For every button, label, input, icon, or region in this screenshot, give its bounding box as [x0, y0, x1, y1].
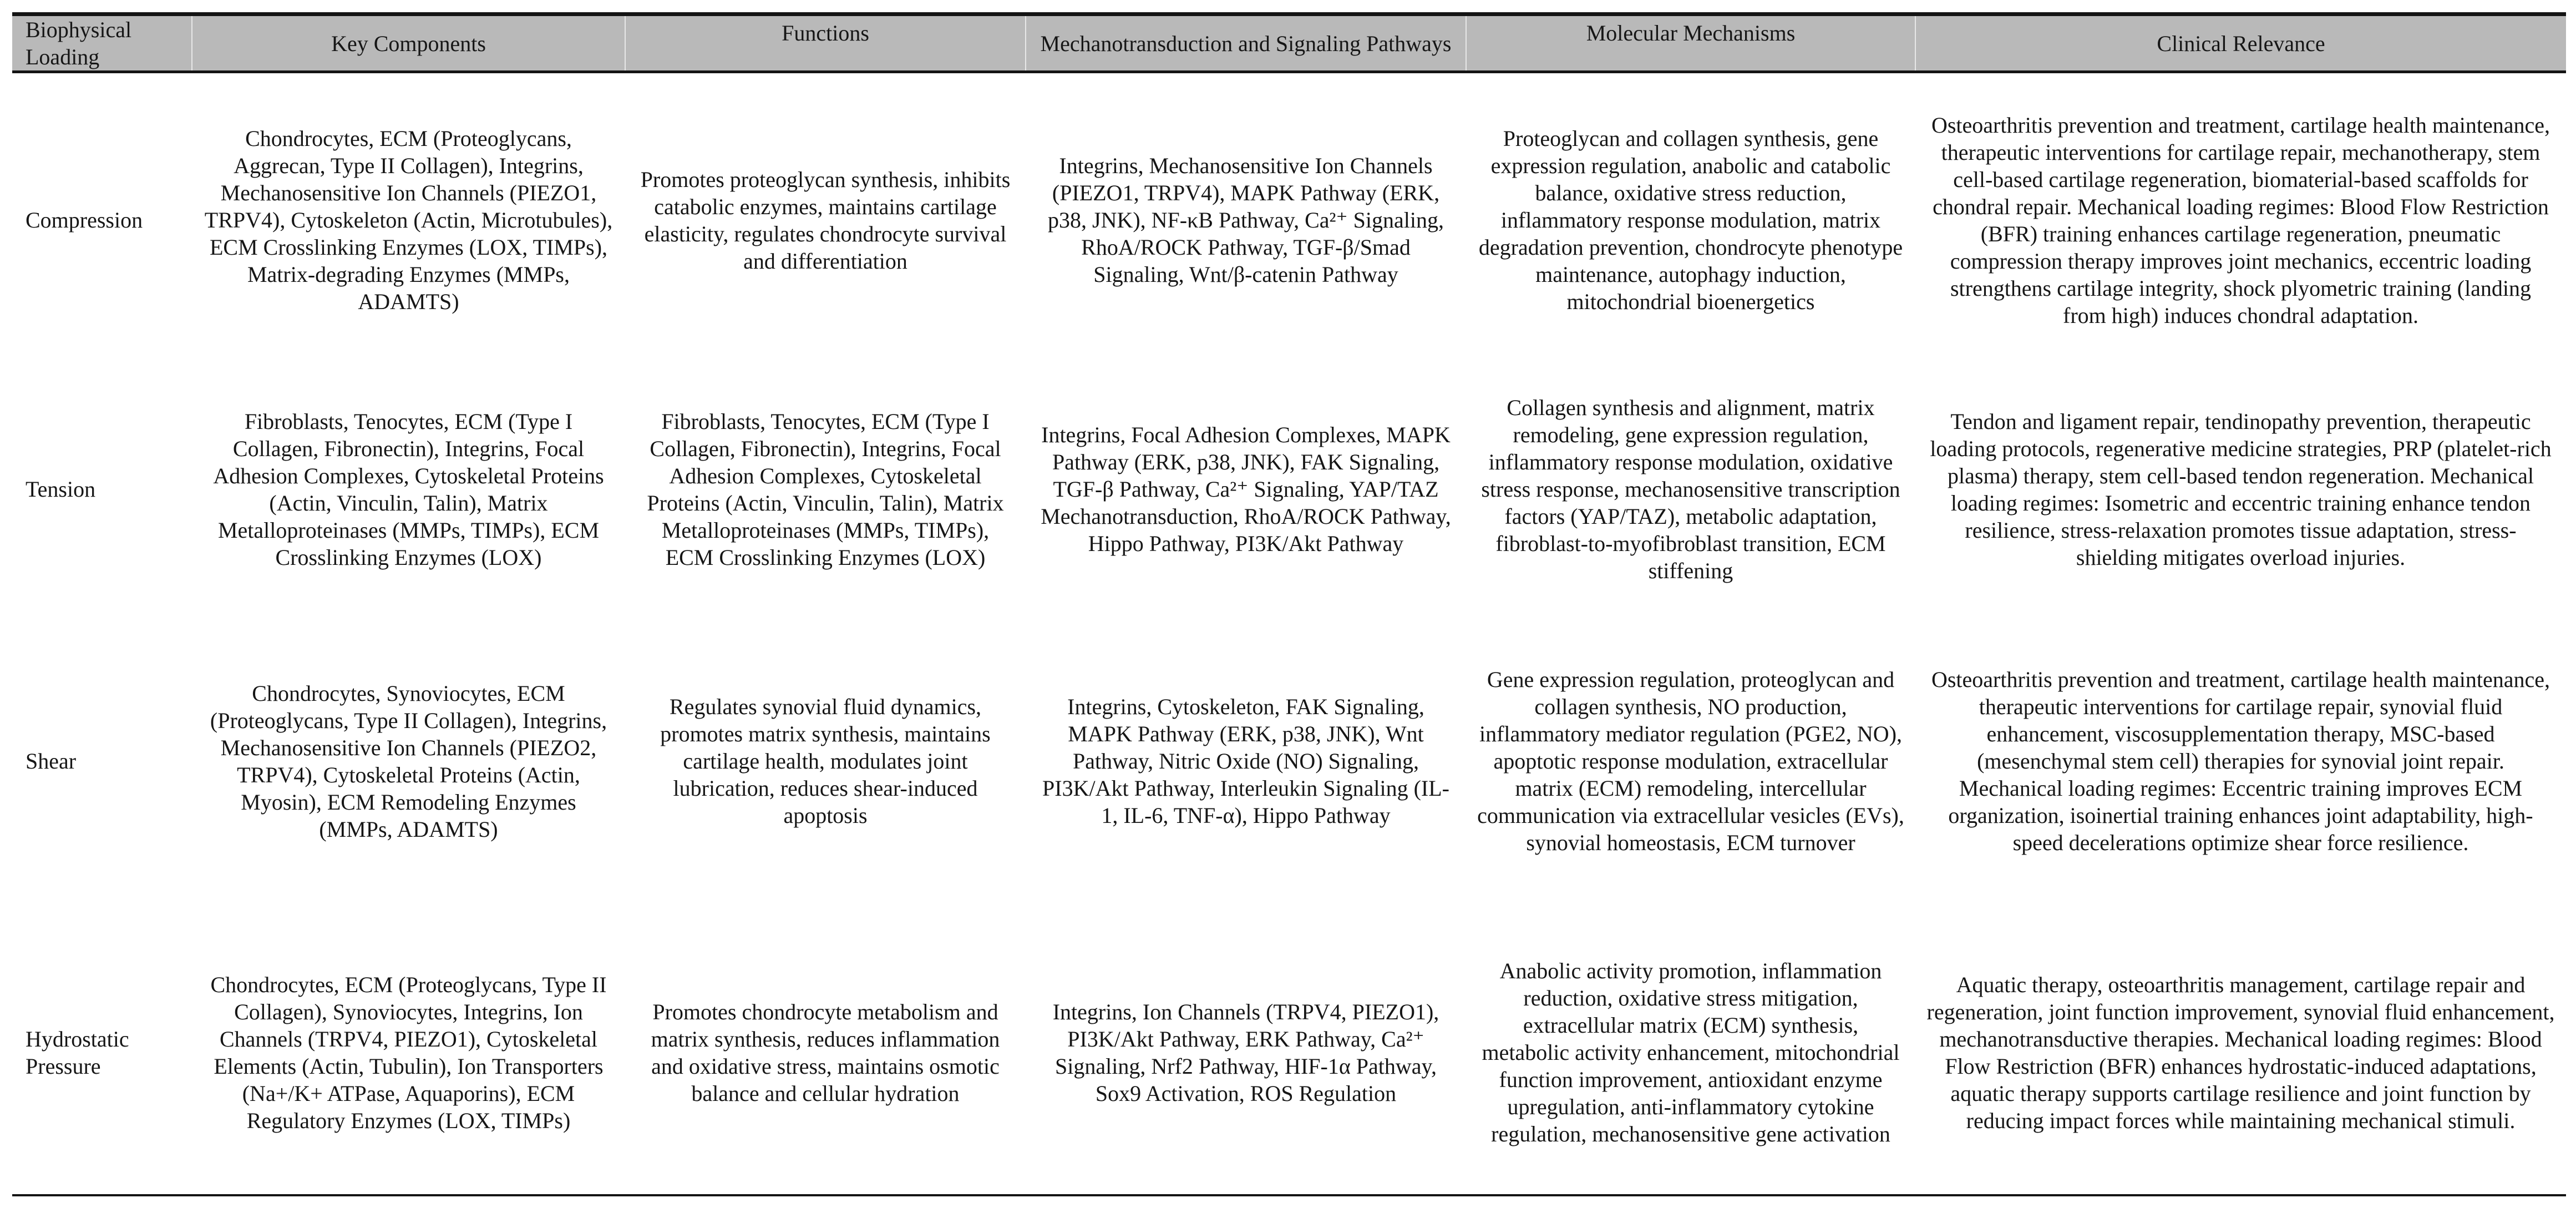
column-header-key-components: Key Components [192, 14, 625, 72]
cell-compression-clinical-relevance: Osteoarthritis prevention and treatment, cartilage health maintenance, therapeutic interventions for cartilage repair, mechanotherapy, stem cell-based cartilage regeneration, biomaterial-based scaffolds for chondral repair. Mechanical loading regimes: Blood Flow Restriction (BFR) training enhances cartilage regeneration, pneumatic compression therapy improves joint mechanics, eccentric loading strengthens cartilage integrity, shock plyometric training (landing from high) induces chondral adaptation. [1931, 112, 2550, 328]
cell-tension-mechanotransduction: Integrins, Focal Adhesion Complexes, MAPK Pathway (ERK, p38, JNK), FAK Signaling, TGF-β Pathway, Ca²⁺ Signaling, YAP/TAZ Mechanotransduction, RhoA/ROCK Pathway, Hippo Pathway, PI3K/Akt Pathway [1041, 422, 1451, 556]
table-row-compression [12, 72, 2566, 367]
cell-tension-key-components: Fibroblasts, Tenocytes, ECM (Type I Collagen, Fibronectin), Integrins, Focal Adhesion Complexes, Cytoskeletal Proteins (Actin, Vinculin, Talin), Matrix Metalloproteinases (MMPs, TIMPs), ECM Crosslinking Enzymes (LOX) [213, 408, 604, 570]
cell-shear-mechanotransduction: Integrins, Cytoskeleton, FAK Signaling, MAPK Pathway (ERK, p38, JNK), Wnt Pathway, Nitric Oxide (NO) Signaling, PI3K/Akt Pathway, Interleukin Signaling (IL-1, IL-6, TNF-α), Hippo Pathway [1042, 694, 1449, 828]
cell-shear-functions: Regulates synovial fluid dynamics, promotes matrix synthesis, maintains cartilage health, modulates joint lubrication, reduces shear-induced apoptosis [660, 694, 991, 828]
cell-shear-clinical-relevance: Osteoarthritis prevention and treatment, cartilage health maintenance, therapeutic interventions for cartilage repair, synovial fluid enhancement, viscosupplementation therapy, MSC-based (mesenchymal stem cell) therapies for synovial joint repair. Mechanical loading regimes: Eccentric training improves ECM organization, isoinertial training enhances joint adaptability, high-speed decelerations optimize shear force resilience. [1931, 667, 2550, 855]
table-row-shear [12, 611, 2566, 911]
cell-tension-clinical-relevance: Tendon and ligament repair, tendinopathy prevention, therapeutic loading protocols, regenerative medicine strategies, PRP (platelet-rich plasma) therapy, stem cell-based tendon regeneration. Mechanical loading regimes: Isometric and eccentric training enhance tendon resilience, stress-relaxation promotes tissue adaptation, stress-shielding mitigates overload injuries. [1930, 408, 2552, 570]
column-header-biophysical-loading: Biophysical Loading [26, 17, 132, 69]
column-header-clinical-relevance: Clinical Relevance [1915, 14, 2566, 72]
cell-compression-key-components: Chondrocytes, ECM (Proteoglycans, Aggrecan, Type II Collagen), Integrins, Mechanosensitive Ion Channels (PIEZO1, TRPV4), Cytoskeleton (Actin, Microtubules), ECM Crosslinking Enzymes (LOX, TIMPs), Matrix-degrading Enzymes (MMPs, ADAMTS) [204, 126, 613, 315]
cell-tension-functions: Fibroblasts, Tenocytes, ECM (Type I Collagen, Fibronectin), Integrins, Focal Adhesion Complexes, Cytoskeletal Proteins (Actin, Vinculin, Talin), Matrix Metalloproteinases (MMPs, TIMPs), ECM Crosslinking Enzymes (LOX) [647, 408, 1004, 570]
row-label-compression: Compression [26, 208, 143, 233]
cell-hydrostatic-functions: Promotes chondrocyte metabolism and matrix synthesis, reduces inflammation and oxidative stress, maintains osmotic balance and cellular hydration [651, 999, 1000, 1106]
cell-compression-functions: Promotes proteoglycan synthesis, inhibits catabolic enzymes, maintains cartilage elasticity, regulates chondrocyte survival and differentiation [640, 166, 1011, 274]
cell-hydrostatic-mechanotransduction: Integrins, Ion Channels (TRPV4, PIEZO1), PI3K/Akt Pathway, ERK Pathway, Ca²⁺ Signaling, Nrf2 Pathway, HIF-1α Pathway, Sox9 Activation, ROS Regulation [1052, 999, 1439, 1106]
cell-shear-molecular-mechanisms: Gene expression regulation, proteoglycan and collagen synthesis, NO production, inflammatory mediator regulation (PGE2, NO), apoptotic response modulation, extracellular matrix (ECM) remodeling, intercellular communication via extracellular vesicles (EVs), synovial homeostasis, ECM turnover [1477, 667, 1904, 855]
cell-shear-key-components: Chondrocytes, Synoviocytes, ECM (Proteoglycans, Type II Collagen), Integrins, Mechanosensitive Ion Channels (PIEZO2, TRPV4), Cytoskeletal Proteins (Actin, Myosin), ECM Remodeling Enzymes (MMPs, ADAMTS) [210, 680, 607, 842]
row-label-shear: Shear [26, 749, 77, 774]
cell-compression-molecular-mechanisms: Proteoglycan and collagen synthesis, gene expression regulation, anabolic and catabolic balance, oxidative stress reduction, inflammatory response modulation, matrix degradation prevention, chondrocyte phenotype maintenance, autophagy induction, mitochondrial bioenergetics [1478, 126, 1903, 315]
cell-hydrostatic-molecular-mechanisms: Anabolic activity promotion, inflammation reduction, oxidative stress mitigation, extracellular matrix (ECM) synthesis, metabolic activity enhancement, mitochondrial function improvement, antioxidant enzyme upregulation, anti-inflammatory cytokine regulation, mechanosensitive gene activation [1482, 958, 1900, 1146]
header-row [12, 14, 2566, 72]
table-row-hydrostatic-pressure [12, 911, 2566, 1195]
row-label-tension: Tension [26, 477, 96, 502]
column-header-mechanotransduction: Mechanotransduction and Signaling Pathways [1026, 14, 1466, 72]
paper-table-page [12, 12, 2566, 1196]
table-row-tension [12, 367, 2566, 611]
cell-hydrostatic-clinical-relevance: Aquatic therapy, osteoarthritis management, cartilage repair and regeneration, joint function improvement, synovial fluid enhancement, mechanotransductive therapies. Mechanical loading regimes: Blood Flow Restriction (BFR) enhances hydrostatic-induced adaptations, aquatic therapy supports cartilage resilience and joint function by reducing impact forces while maintaining mechanical stimuli. [1926, 972, 2555, 1133]
cell-compression-mechanotransduction: Integrins, Mechanosensitive Ion Channels (PIEZO1, TRPV4), MAPK Pathway (ERK, p38, JNK), NF-κB Pathway, Ca²⁺ Signaling, RhoA/ROCK Pathway, TGF-β/Smad Signaling, Wnt/β-catenin Pathway [1048, 153, 1444, 287]
cell-hydrostatic-key-components: Chondrocytes, ECM (Proteoglycans, Type II Collagen), Synoviocytes, Integrins, Ion Channels (TRPV4, PIEZO1), Cytoskeletal Elements (Actin, Tubulin), Ion Transporters (Na+/K+ ATPase, Aquaporins), ECM Regulatory Enzymes (LOX, TIMPs) [210, 972, 607, 1133]
row-label-hydrostatic-pressure: Hydrostatic Pressure [26, 1026, 129, 1079]
column-header-functions: Functions [625, 14, 1026, 72]
column-header-molecular-mechanisms: Molecular Mechanisms [1466, 14, 1915, 72]
biophysical-loading-table [12, 12, 2566, 1196]
cell-tension-molecular-mechanisms: Collagen synthesis and alignment, matrix remodeling, gene expression regulation, inflammatory response modulation, oxidative stress response, mechanosensitive transcription factors (YAP/TAZ), metabolic adaptation, fibroblast-to-myofibroblast transition, ECM stiffening [1481, 395, 1900, 583]
